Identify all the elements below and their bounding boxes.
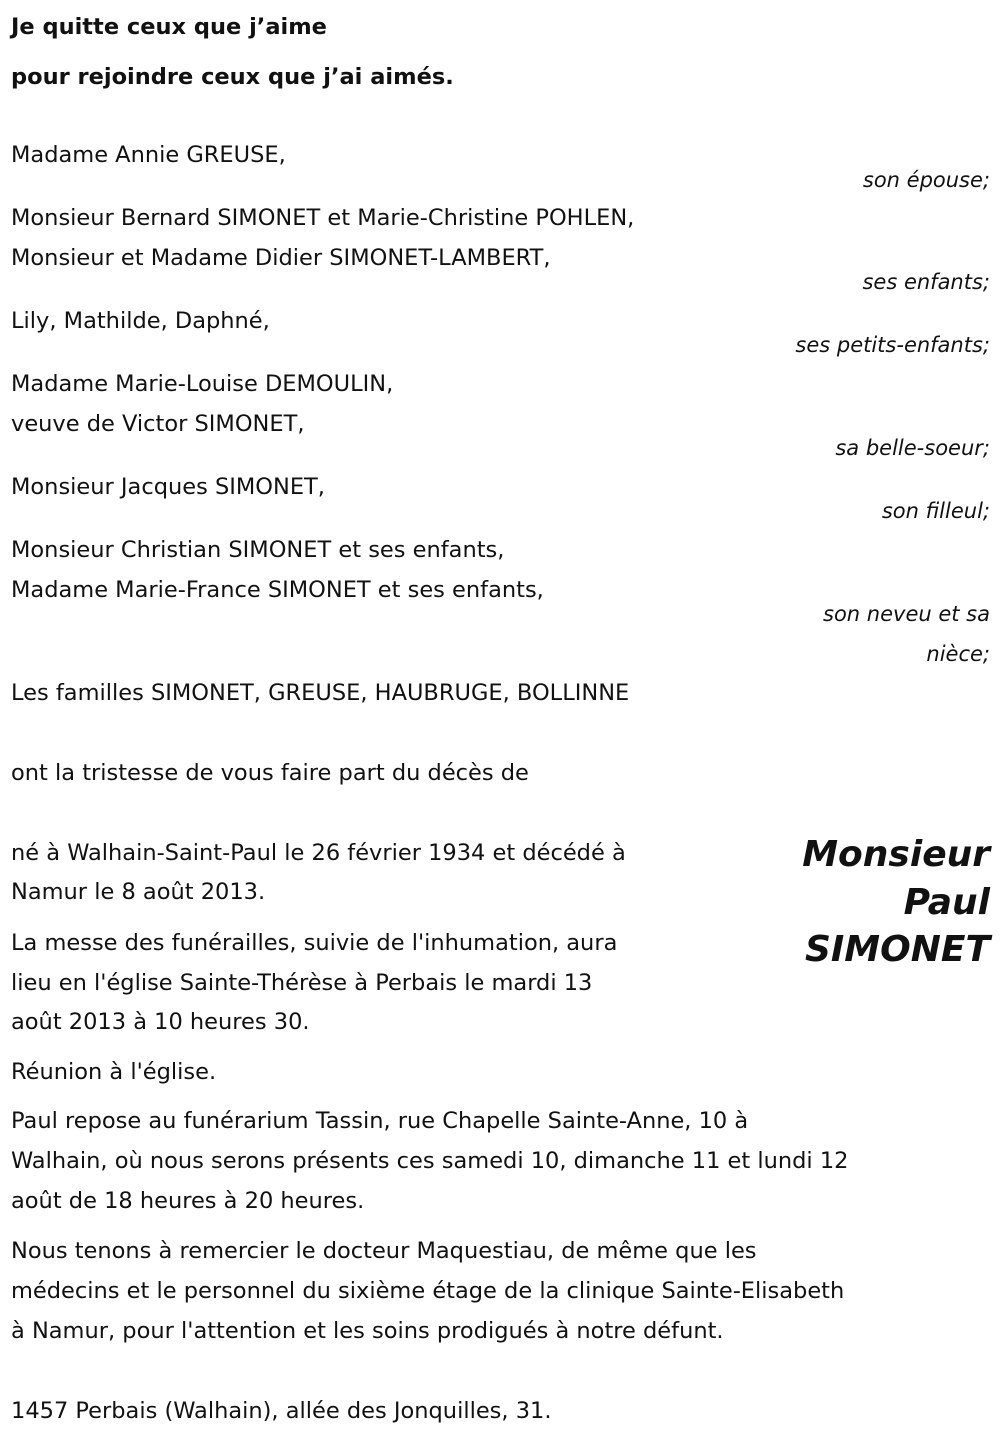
- family-name: Monsieur et Madame Didier SIMONET-LAMBERT,: [11, 245, 551, 271]
- family-name: Madame Marie-Louise DEMOULIN,: [11, 371, 394, 397]
- deceased-last-name: SIMONET: [804, 929, 990, 970]
- thanks-line: Nous tenons à remercier le docteur Maquestiau, de même que les: [11, 1238, 757, 1264]
- family-name: Monsieur Bernard SIMONET et Marie-Christine POHLEN,: [11, 205, 635, 231]
- family-name: Madame Annie GREUSE,: [11, 142, 286, 168]
- epigraph-line: Je quitte ceux que j’aime: [11, 14, 327, 40]
- families-line: Les familles SIMONET, GREUSE, HAUBRUGE, BOLLINNE: [11, 680, 630, 706]
- family-relation: ses petits-enfants;: [795, 333, 990, 357]
- address: 1457 Perbais (Walhain), allée des Jonquilles, 31.: [11, 1398, 552, 1424]
- family-relation: ses enfants;: [862, 270, 990, 294]
- repose-line: août de 18 heures à 20 heures.: [11, 1188, 365, 1214]
- thanks-line: à Namur, pour l'attention et les soins prodigués à notre défunt.: [11, 1318, 724, 1344]
- epigraph-line: pour rejoindre ceux que j’ai aimés.: [11, 64, 454, 90]
- family-name: Monsieur Christian SIMONET et ses enfants,: [11, 537, 505, 563]
- funeral-line: août 2013 à 10 heures 30.: [11, 1009, 310, 1035]
- deceased-first-name: Paul: [903, 882, 990, 923]
- thanks-line: médecins et le personnel du sixième étage de la clinique Sainte-Elisabeth: [11, 1278, 845, 1304]
- birth-line: Namur le 8 août 2013.: [11, 879, 266, 905]
- family-relation: son filleul;: [881, 499, 990, 523]
- family-relation: sa belle-soeur;: [835, 436, 990, 460]
- funeral-line: lieu en l'église Sainte-Thérèse à Perbais le mardi 13: [11, 970, 593, 996]
- repose-line: Walhain, où nous serons présents ces samedi 10, dimanche 11 et lundi 12: [11, 1148, 849, 1174]
- funeral-line: La messe des funérailles, suivie de l'inhumation, aura: [11, 930, 618, 956]
- family-name: Monsieur Jacques SIMONET,: [11, 474, 325, 500]
- family-name: veuve de Victor SIMONET,: [11, 411, 305, 437]
- announcement: ont la tristesse de vous faire part du décès de: [11, 760, 529, 786]
- deceased-title: Monsieur: [802, 834, 990, 875]
- family-relation: son neveu et sa: [823, 602, 990, 626]
- family-relation: son épouse;: [862, 168, 990, 192]
- repose-line: Paul repose au funérarium Tassin, rue Chapelle Sainte-Anne, 10 à: [11, 1108, 749, 1134]
- birth-line: né à Walhain-Saint-Paul le 26 février 1934 et décédé à: [11, 840, 626, 866]
- family-name: Madame Marie-France SIMONET et ses enfants,: [11, 577, 544, 603]
- family-relation: nièce;: [926, 642, 990, 666]
- meeting-line: Réunion à l'église.: [11, 1059, 217, 1085]
- family-name: Lily, Mathilde, Daphné,: [11, 308, 270, 334]
